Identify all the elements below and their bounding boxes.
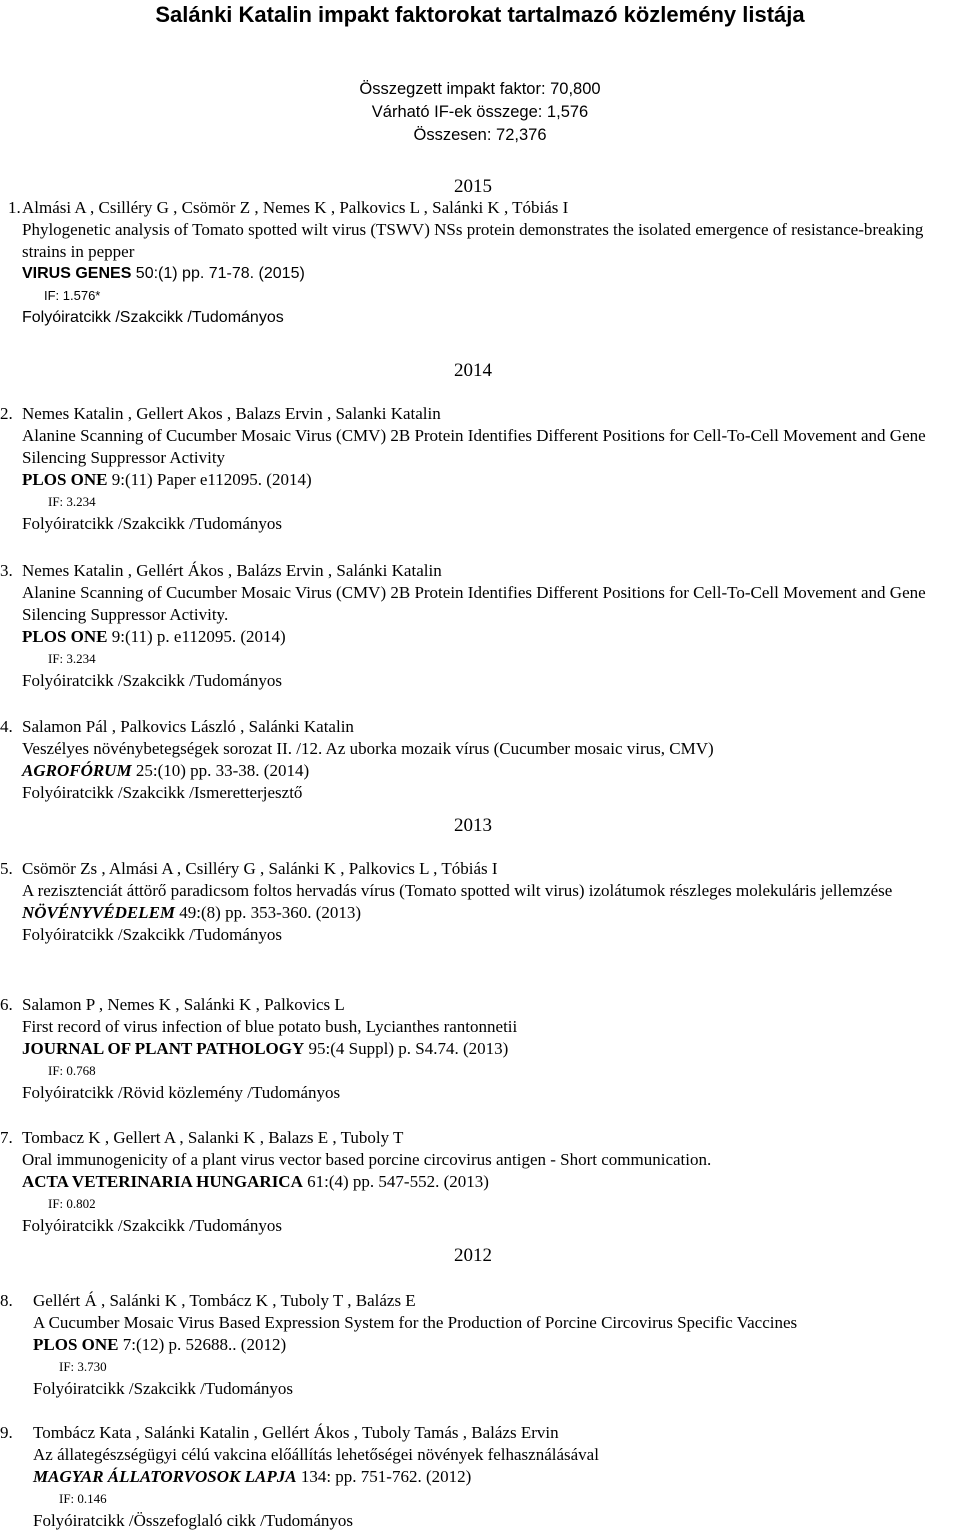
expected-impact-factor: Várható IF-ek összege: 1,576 xyxy=(371,103,589,121)
entry-type: Folyóiratcikk /Rövid közlemény /Tudományos xyxy=(22,1083,341,1102)
entry-title: Oral immunogenicity of a plant virus vector based porcine circovirus antigen - Short communication. xyxy=(22,1150,712,1169)
entry-journal: JOURNAL OF PLANT PATHOLOGY xyxy=(22,1039,305,1058)
entry-authors: Csömör Zs , Almási A , Csilléry G , Salánki K , Palkovics L , Tóbiás I xyxy=(22,859,498,878)
entry-citation: 9:(11) Paper e112095. (2014) xyxy=(107,470,312,489)
entry-impact-factor: IF: 3.730 xyxy=(59,1359,107,1374)
entry-title: Alanine Scanning of Cucumber Mosaic Virus (CMV) 2B Protein Identifies Different Positions for Cell-To-Cell Movement and Gene Silencing Suppressor Activity xyxy=(22,426,926,467)
entry-number: 6. xyxy=(0,995,13,1014)
total-impact-factor: Összegzett impakt faktor: 70,800 xyxy=(359,80,601,98)
entry-journal: NÖVÉNYVÉDELEM xyxy=(22,903,176,922)
entry-number: 5. xyxy=(0,859,13,878)
entry-title: Alanine Scanning of Cucumber Mosaic Virus (CMV) 2B Protein Identifies Different Positions for Cell-To-Cell Movement and Gene Silencing Suppressor Activity. xyxy=(22,583,926,624)
year-heading: 2015 xyxy=(454,176,492,197)
publication-entry xyxy=(0,994,942,1104)
entry-journal: ACTA VETERINARIA HUNGARICA xyxy=(22,1172,303,1191)
publication-entry xyxy=(8,197,942,329)
entry-citation: 50:(1) pp. 71-78. (2015) xyxy=(131,265,305,282)
entry-number: 8. xyxy=(0,1291,13,1310)
entry-title: Az állategészségügyi célú vakcina előállítás lehetőségei növények felhasználásával xyxy=(33,1445,599,1464)
entry-journal: VIRUS GENES xyxy=(22,265,132,282)
entry-title: Veszélyes növénybetegségek sorozat II. /12. Az uborka mozaik vírus (Cucumber mosaic virus, CMV) xyxy=(22,739,714,758)
entry-authors: Tombacz K , Gellert A , Salanki K , Balazs E , Tuboly T xyxy=(22,1128,404,1147)
entry-journal: PLOS ONE xyxy=(33,1335,119,1354)
entry-citation: 134: pp. 751-762. (2012) xyxy=(296,1467,472,1486)
entry-citation: 25:(10) pp. 33-38. (2014) xyxy=(131,761,310,780)
entry-authors: Salamon P , Nemes K , Salánki K , Palkovics L xyxy=(22,995,345,1014)
page-title: Salánki Katalin impakt faktorokat tartalmazó közlemény listája xyxy=(155,2,805,27)
entry-citation: 9:(11) p. e112095. (2014) xyxy=(107,627,286,646)
entry-number: 1. xyxy=(8,198,21,217)
year-heading: 2014 xyxy=(454,360,492,381)
entry-title: First record of virus infection of blue potato bush, Lycianthes rantonnetii xyxy=(22,1017,518,1036)
publication-entry xyxy=(0,716,942,804)
entry-impact-factor: IF: 3.234 xyxy=(48,494,96,509)
entry-authors: Nemes Katalin , Gellert Akos , Balazs Ervin , Salanki Katalin xyxy=(22,404,441,423)
entry-journal: AGROFÓRUM xyxy=(22,761,132,780)
entry-number: 7. xyxy=(0,1128,13,1147)
entry-journal: MAGYAR ÁLLATORVOSOK LAPJA xyxy=(33,1467,297,1486)
year-heading: 2012 xyxy=(454,1245,492,1266)
entry-citation: 61:(4) pp. 547-552. (2013) xyxy=(302,1172,489,1191)
publication-entry xyxy=(0,1127,942,1237)
entry-number: 3. xyxy=(0,561,13,580)
entry-title: Phylogenetic analysis of Tomato spotted wilt virus (TSWV) NSs protein demonstrates the isolated emergence of resistance-breaking strains in pepper xyxy=(22,220,924,261)
entry-type: Folyóiratcikk /Szakcikk /Tudományos xyxy=(22,1216,283,1235)
entry-citation: 95:(4 Suppl) p. S4.74. (2013) xyxy=(304,1039,509,1058)
publication-entry xyxy=(0,858,960,946)
publication-entry xyxy=(0,560,942,692)
entry-type: Folyóiratcikk /Szakcikk /Tudományos xyxy=(22,309,284,326)
grand-total: Összesen: 72,376 xyxy=(413,126,547,144)
impact-summary xyxy=(0,78,960,147)
entry-impact-factor: IF: 1.576* xyxy=(44,288,101,303)
entry-impact-factor: IF: 0.146 xyxy=(59,1491,107,1506)
entry-citation: 7:(12) p. 52688.. (2012) xyxy=(118,1335,287,1354)
entry-citation: 49:(8) pp. 353-360. (2013) xyxy=(175,903,362,922)
entry-title: A Cucumber Mosaic Virus Based Expression System for the Production of Porcine Circovirus Specific Vaccines xyxy=(33,1313,798,1332)
entry-authors: Gellért Á , Salánki K , Tombácz K , Tuboly T , Balázs E xyxy=(33,1291,416,1310)
entry-number: 4. xyxy=(0,717,13,736)
entry-authors: Tombácz Kata , Salánki Katalin , Gellért Ákos , Tuboly Tamás , Balázs Ervin xyxy=(33,1423,559,1442)
publication-entry xyxy=(0,403,942,535)
entry-authors: Nemes Katalin , Gellért Ákos , Balázs Ervin , Salánki Katalin xyxy=(22,561,442,580)
entry-type: Folyóiratcikk /Szakcikk /Ismeretterjesztő xyxy=(22,783,303,802)
entry-journal: PLOS ONE xyxy=(22,470,108,489)
publication-entry xyxy=(0,1290,948,1400)
entry-authors: Almási A , Csilléry G , Csömör Z , Nemes K , Palkovics L , Salánki K , Tóbiás I xyxy=(22,198,569,217)
year-heading: 2013 xyxy=(454,815,492,836)
entry-authors: Salamon Pál , Palkovics László , Salánki Katalin xyxy=(22,717,354,736)
entry-type: Folyóiratcikk /Összefoglaló cikk /Tudományos xyxy=(33,1511,353,1530)
entry-impact-factor: IF: 0.802 xyxy=(48,1196,96,1211)
entry-impact-factor: IF: 3.234 xyxy=(48,651,96,666)
entry-impact-factor: IF: 0.768 xyxy=(48,1063,96,1078)
entry-type: Folyóiratcikk /Szakcikk /Tudományos xyxy=(22,514,283,533)
entry-type: Folyóiratcikk /Szakcikk /Tudományos xyxy=(22,671,283,690)
entry-number: 9. xyxy=(0,1423,13,1442)
entry-number: 2. xyxy=(0,404,13,423)
entry-title: A rezisztenciát áttörő paradicsom foltos hervadás vírus (Tomato spotted wilt virus) izolátumok részleges molekuláris jellemzése xyxy=(22,881,893,900)
entry-type: Folyóiratcikk /Szakcikk /Tudományos xyxy=(33,1379,294,1398)
publication-entry xyxy=(0,1422,948,1532)
entry-type: Folyóiratcikk /Szakcikk /Tudományos xyxy=(22,925,283,944)
entry-journal: PLOS ONE xyxy=(22,627,108,646)
